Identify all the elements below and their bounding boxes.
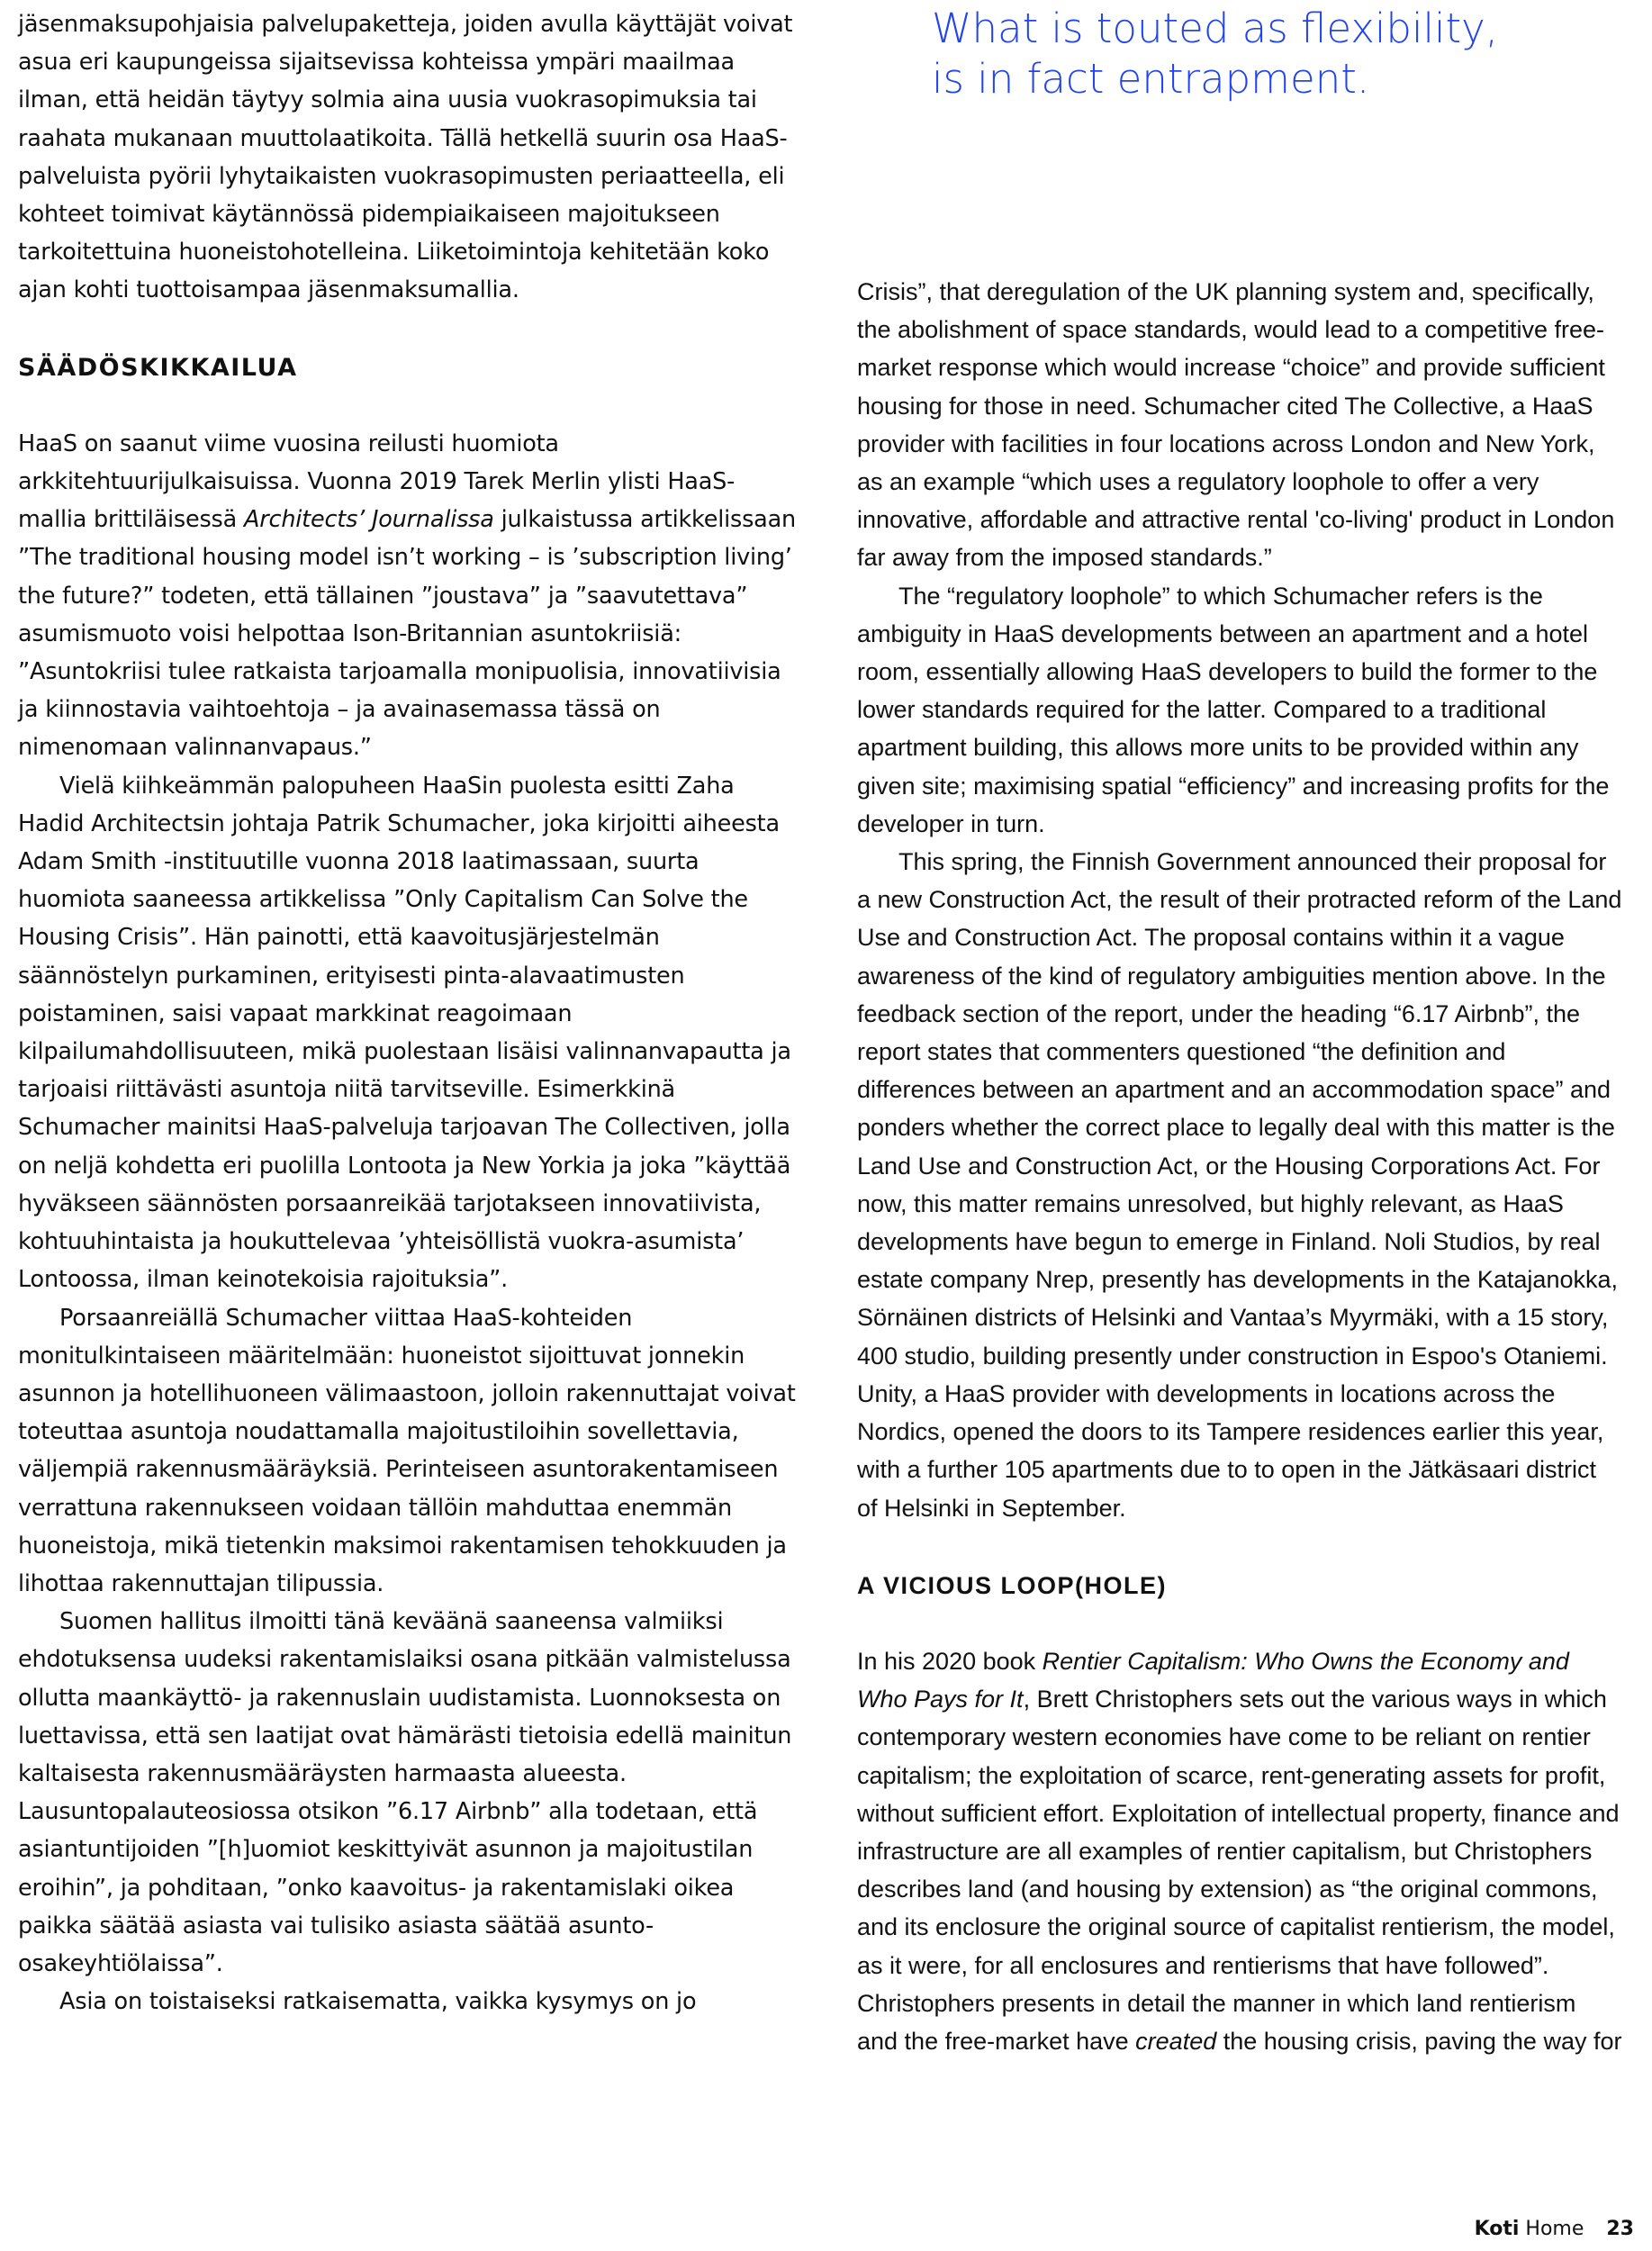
fi-paragraph-1 xyxy=(18,425,801,767)
en-p4-italic-created: created xyxy=(1135,2027,1217,2055)
en-paragraph-3: This spring, the Finnish Government announced their proposal for a new Construction Act, the result of their protracted reform of the Land Use and Construction Act. The proposal contains within it a vague awareness of the kind of regulatory ambiguities mention above. In the feedback section of the report, under the heading “6.17 Airbnb”, the report states that commenters questioned “the definition and differences between an apartment and an accommodation space” and ponders whether the correct place to legally deal with this matter is the Land Use and Construction Act, or the Housing Corporations Act. For now, this matter remains unresolved, but highly relevant, as HaaS developments have begun to emerge in Finland. Noli Studios, by real estate company Nrep, presently has developments in the Katajanokka, Sörnäinen districts of Helsinki and Vantaa’s Myyrmäki, with a 15 story, 400 studio, building presently under construction in Espoo's Otaniemi. Unity, a HaaS provider with developments in locations across the Nordics, opened the doors to its Tampere residences earlier this year, with a further 105 apartments due to to open in the Jätkäsaari district of Helsinki in September. xyxy=(857,848,1622,1522)
fi-intro-paragraph: jäsenmaksupohjaisia palvelupaketteja, joiden avulla käyttäjät voivat asua eri kaupungeissa sijaitsevissa kohteissa ympäri maailmaa ilman, että heidän täytyy solmia aina uusia vuokrasopimuksia tai raahata mukanaan muuttolaatikoita. Tällä hetkellä suurin osa HaaS-palveluista pyörii lyhytaikaisten vuokrasopimusten periaatteella, eli kohteet toimivat käytännössä pidempiaikaiseen majoitukseen tarkoitettuina huoneistohotelleina. Liiketoimintoja kehitetään koko ajan kohti tuottoisampaa jäsenmaksumallia. xyxy=(18,11,793,304)
finnish-column xyxy=(18,5,801,2020)
fi-paragraph-3: Porsaanreiällä Schumacher viittaa HaaS-kohteiden monitulkintaiseen määritelmään: huoneistot sijoittuvat jonnekin asunnon ja hotellihuoneen välimaastoon, jolloin rakennuttajat voivat toteuttaa asuntoja noudattamalla majoitustiloihin sovellettavia, väljempiä rakennusmääräyksiä. Perinteiseen asuntorakentamiseen verrattuna rakennukseen voidaan tällöin mahduttaa enemmän huoneistoja, mikä tietenkin maksimoi rakentamisen tehokkuuden ja lihottaa rakennuttajan tilipussia. xyxy=(18,1304,796,1597)
pull-quote-line-1: What is touted as flexibility, xyxy=(932,5,1499,52)
footer-brand: Koti xyxy=(1474,2218,1520,2240)
english-column xyxy=(857,273,1622,2060)
page-footer xyxy=(1475,2218,1634,2240)
page-number: 23 xyxy=(1606,2218,1634,2240)
fi-paragraph-5: Asia on toistaiseksi ratkaisematta, vaikka kysymys on jo xyxy=(59,1988,697,2016)
en-p4-book-title: Rentier Capitalism: Who Owns the Economy and Who Pays for It xyxy=(857,1647,1569,1713)
en-p4-text-b: , Brett Christophers sets out the various ways in which contemporary western economies have come to be reliant on rentier capitalism; the exploitation of scarce, rent-generating assets for profit, without sufficient effort. Exploitation of intellectual property, finance and infrastructure are all examples of rentier capitalism, but Christophers describes land (and housing by extension) as “the original commons, and its enclosure the original source of capitalist rentierism, the model, as it were, for all enclosures and rentierisms that have followed”. Christophers presents in detail the manner in which land rentierism and the free-market have xyxy=(857,1686,1620,2055)
en-p4-text-a: In his 2020 book xyxy=(857,1647,1043,1675)
fi-p1-italic: Architects’ Journalissa xyxy=(243,506,494,534)
fi-p1-text-b: julkaistussa artikkelissaan ”The traditional housing model isn’t working – is ’subscription living’ the future?” todeten, että tällainen ”joustava” ja ”saavutettava” asumismuoto voisi helpottaa Ison-Britannian asuntokriisiä: ”Asuntokriisi tulee ratkaista tarjoamalla monipuolisia, innovatiivisia ja kiinnostavia vaihtoehtoja – ja avainasemassa tässä on nimenomaan valinnanvapaus.” xyxy=(18,506,796,762)
en-paragraph-1: Crisis”, that deregulation of the UK planning system and, specifically, the abolishment of space standards, would lead to a competitive free-market response which would increase “choice” and provide sufficient housing for those in need. Schumacher cited The Collective, a HaaS provider with facilities in four locations across London and New York, as an example “which uses a regulatory loophole to offer a very innovative, affordable and attractive rental 'co-living' product in London far away from the imposed standards.” xyxy=(857,278,1615,572)
en-section-heading: A VICIOUS LOOP(HOLE) xyxy=(857,1571,1168,1599)
en-paragraph-4 xyxy=(857,1642,1622,2060)
en-paragraph-2: The “regulatory loophole” to which Schumacher refers is the ambiguity in HaaS developments between an apartment and a hotel room, essentially allowing HaaS developers to build the former to the lower standards required for the latter. Compared to a traditional apartment building, this allows more units to be provided within any given site; maximising spatial “efficiency” and increasing profits for the developer in turn. xyxy=(857,582,1610,837)
pull-quote-line-2: is in fact entrapment. xyxy=(932,55,1370,103)
en-p4-text-c: the housing crisis, paving the way for xyxy=(1216,2027,1622,2055)
fi-section-heading: SÄÄDÖSKIKKAILUA xyxy=(18,353,298,382)
footer-section: Home xyxy=(1525,2218,1584,2240)
fi-paragraph-2: Vielä kiihkeämmän palopuheen HaaSin puolesta esitti Zaha Hadid Architectsin johtaja Patrik Schumacher, joka kirjoitti aiheesta Adam Smith -instituutille vuonna 2018 laatimassaan, suurta huomiota saaneessa artikkelissa ”Only Capitalism Can Solve the Housing Crisis”. Hän painotti, että kaavoitusjärjestelmän säännöstelyn purkaminen, erityisesti pinta-alavaatimusten poistaminen, saisi vapaat markkinat reagoimaan kilpailumahdollisuuteen, mikä puolestaan lisäisi valinnanvapautta ja tarjoaisi riittävästi asuntoja niitä tarvitseville. Esimerkkinä Schumacher mainitsi HaaS-palveluja tarjoavan The Collectiven, jolla on neljä kohdetta eri puolilla Lontoota ja New Yorkia ja joka ”käyttää hyväkseen säännösten porsaanreikää tarjotakseen innovatiivista, kohtuuhintaista ja houkuttelevaa ’yhteisöllistä vuokra-asumista’ Lontoossa, ilman keinotekoisia rajoituksia”. xyxy=(18,772,791,1294)
fi-p1-text-a: HaaS on saanut viime vuosina reilusti huomiota arkkitehtuurijulkaisuissa. Vuonna 2019 Tarek Merlin ylisti HaaS-mallia brittiläisessä xyxy=(18,429,736,534)
fi-paragraph-4: Suomen hallitus ilmoitti tänä keväänä saaneensa valmiiksi ehdotuksensa uudeksi rakentamislaiksi osana pitkään valmistelussa ollutta maankäyttö- ja rakennuslain uudistamista. Luonnoksesta on luettavissa, että sen laatijat ovat hämärästi tietoisia edellä mainitun kaltaisesta rakennusmääräysten harmaasta alueesta. Lausuntopalauteosiossa otsikon ”6.17 Airbnb” alla todetaan, että asiantuntijoiden ”[h]uomiot keskittyivät asunnon ja majoitustilan eroihin”, ja pohditaan, ”onko kaavoitus- ja rakentamislaki oikea paikka säätää asiasta vai tulisiko asiasta säätää asunto-osakeyhtiölaissa”. xyxy=(18,1608,792,1977)
pull-quote xyxy=(932,4,1580,104)
